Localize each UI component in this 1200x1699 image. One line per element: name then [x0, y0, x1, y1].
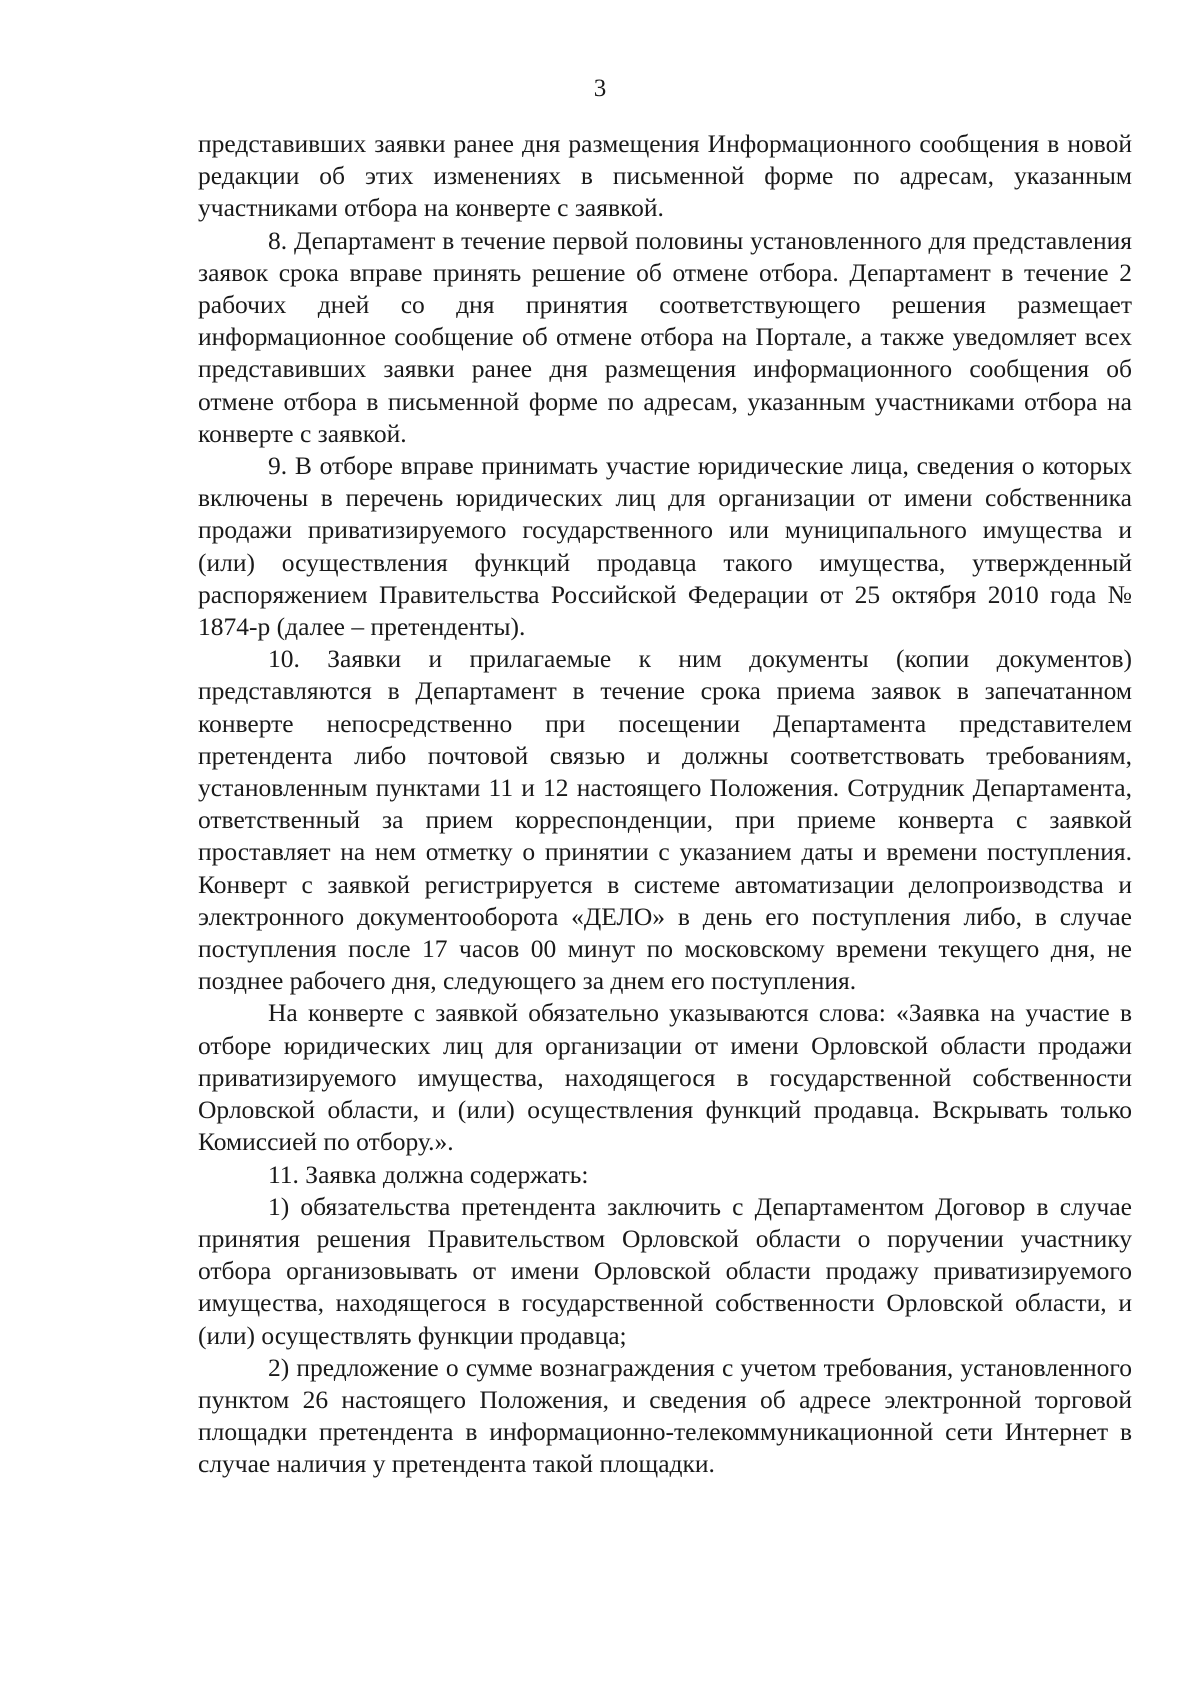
paragraph-continuation: представивших заявки ранее дня размещения Информационного сообщения в новой редакции об этих изменениях в письменной форме по адресам, указанным участниками отбора на конверте с заявкой.: [198, 129, 1132, 223]
document-body: [198, 128, 1132, 1481]
paragraph-11: 11. Заявка должна содержать:: [268, 1159, 589, 1189]
paragraph-envelope-wording: На конверте с заявкой обязательно указываются слова: «Заявка на участие в отборе юридических лиц для организации от имени Орловской области продажи приватизируемого имущества, находящегося в государственной собственности Орловской области, и (или) осуществления функций продавца. Вскрывать только Комиссией по отбору.».: [198, 998, 1132, 1157]
page-number: 3: [593, 75, 607, 102]
paragraph-9: 9. В отборе вправе принимать участие юридические лица, сведения о которых включены в перечень юридических лиц для организации от имени собственника продажи приватизируемого государственного или муниципального имущества и (или) осуществления функций продавца такого имущества, утвержденный распоряжением Правительства Российской Федерации от 25 октября 2010 года № 1874-р (далее – претенденты).: [198, 451, 1132, 642]
paragraph-11-item-1: 1) обязательства претендента заключить с Департаментом Договор в случае принятия решения Правительством Орловской области о поручении участнику отбора организовывать от имени Орловской области продажу приватизируемого имущества, находящегося в государственной собственности Орловской области, и (или) осуществлять функции продавца;: [198, 1191, 1132, 1350]
paragraph-10: 10. Заявки и прилагаемые к ним документы (копии документов) представляются в Департамент в течение срока приема заявок в запечатанном конверте непосредственно при посещении Департамента представителем претендента либо почтовой связью и должны соответствовать требованиям, установленным пунктами 11 и 12 настоящего Положения. Сотрудник Департамента, ответственный за прием корреспонденции, при приеме конверта с заявкой проставляет на нем отметку о принятии с указанием даты и времени поступления. Конверт с заявкой регистрируется в системе автоматизации делопроизводства и электронного документооборота «ДЕЛО» в день его поступления либо, в случае поступления после 17 часов 00 минут по московскому времени текущего дня, не позднее рабочего дня, следующего за днем его поступления.: [198, 644, 1132, 996]
paragraph-11-item-2: 2) предложение о сумме вознаграждения с учетом требования, установленного пунктом 26 настоящего Положения, и сведения об адресе электронной торговой площадки претендента в информационно-телекоммуникационной сети Интернет в случае наличия у претендента такой площадки.: [198, 1352, 1132, 1479]
paragraph-8: 8. Департамент в течение первой половины установленного для представления заявок срока вправе принять решение об отмене отбора. Департамент в течение 2 рабочих дней со дня принятия соответствующего решения размещает информационное сообщение об отмене отбора на Портале, а также уведомляет всех представивших заявки ранее дня размещения информационного сообщения об отмене отбора в письменной форме по адресам, указанным участниками отбора на конверте с заявкой.: [198, 225, 1132, 448]
